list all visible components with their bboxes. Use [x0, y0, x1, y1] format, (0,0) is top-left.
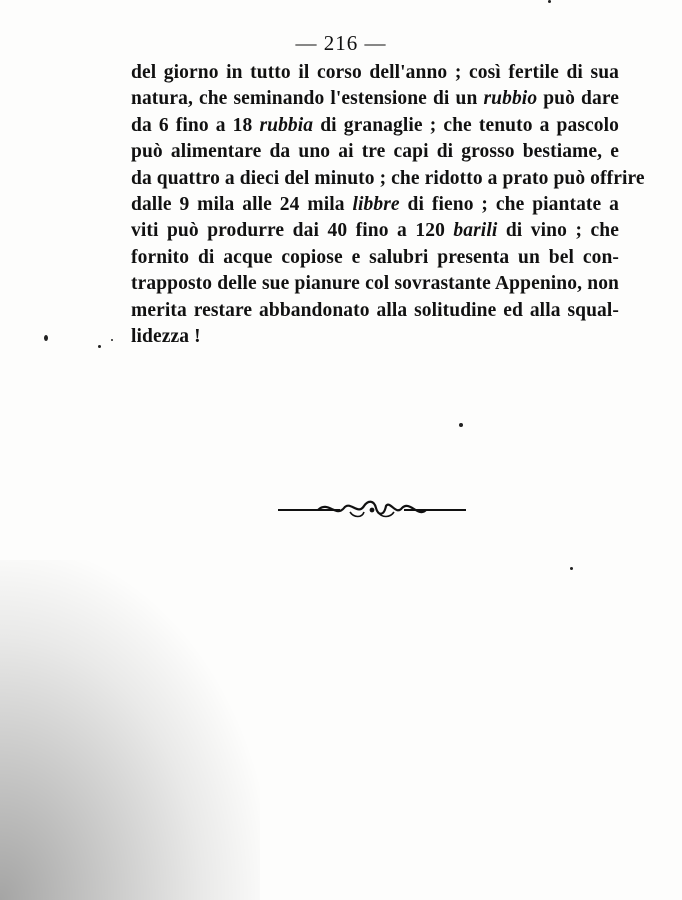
text-line: [131, 86, 619, 112]
tailpiece-flourish-icon: [278, 494, 466, 524]
page-number: — 216 —: [295, 31, 387, 55]
text-run: di vino ; che: [497, 220, 619, 242]
speck: [111, 339, 113, 341]
speck: [459, 423, 463, 427]
text-run: trapposto delle sue pianure col sovrastante Appenino, non: [131, 273, 619, 295]
text-run: di granaglie ; che tenuto a pascolo: [313, 114, 619, 136]
italic-term: rubbio: [483, 88, 538, 110]
bleed-through-text: [110, 560, 670, 587]
text-line: [131, 139, 619, 165]
text-run: del giorno in tutto il corso dell'anno ; così fertile di sua: [131, 62, 619, 83]
speck: [570, 567, 573, 570]
text-line: [131, 324, 619, 350]
text-run: può dare: [537, 88, 619, 110]
text-run: di fieno ; che piantate a: [399, 194, 619, 216]
text-run: dalle 9 mila alle 24 mila: [131, 194, 353, 216]
text-line: [131, 271, 619, 297]
text-run: lidezza !: [131, 326, 201, 348]
page-shadow: [0, 560, 260, 900]
text-run: viti può produrre dai 40 fino a 120: [131, 220, 454, 242]
text-run: può alimentare da uno ai tre capi di grosso bestiame, e: [131, 141, 619, 163]
text-run: fornito di acque copiose e salubri presenta un bel con-: [131, 246, 619, 268]
speck: [98, 345, 101, 348]
text-run: da 6 fino a 18: [131, 114, 260, 136]
text-run: natura, che seminando l'estensione di un: [131, 88, 484, 110]
text-run: merita restare abbandonato alla solitudine ed alla squal-: [131, 299, 619, 321]
text-line: [131, 113, 619, 139]
italic-term: libbre: [352, 194, 400, 216]
text-line: [131, 298, 619, 324]
text-line: [131, 192, 619, 218]
text-run: da quattro a dieci del minuto ; che ridotto a prato può offrire: [131, 167, 645, 189]
body-paragraph: [131, 60, 645, 350]
text-line: [131, 166, 645, 192]
italic-term: rubbia: [259, 114, 314, 136]
text-line: [131, 60, 619, 86]
speck: [44, 335, 48, 341]
speck: [548, 0, 551, 3]
text-line: [131, 245, 619, 271]
italic-term: barili: [453, 220, 498, 242]
text-line: [131, 218, 619, 244]
